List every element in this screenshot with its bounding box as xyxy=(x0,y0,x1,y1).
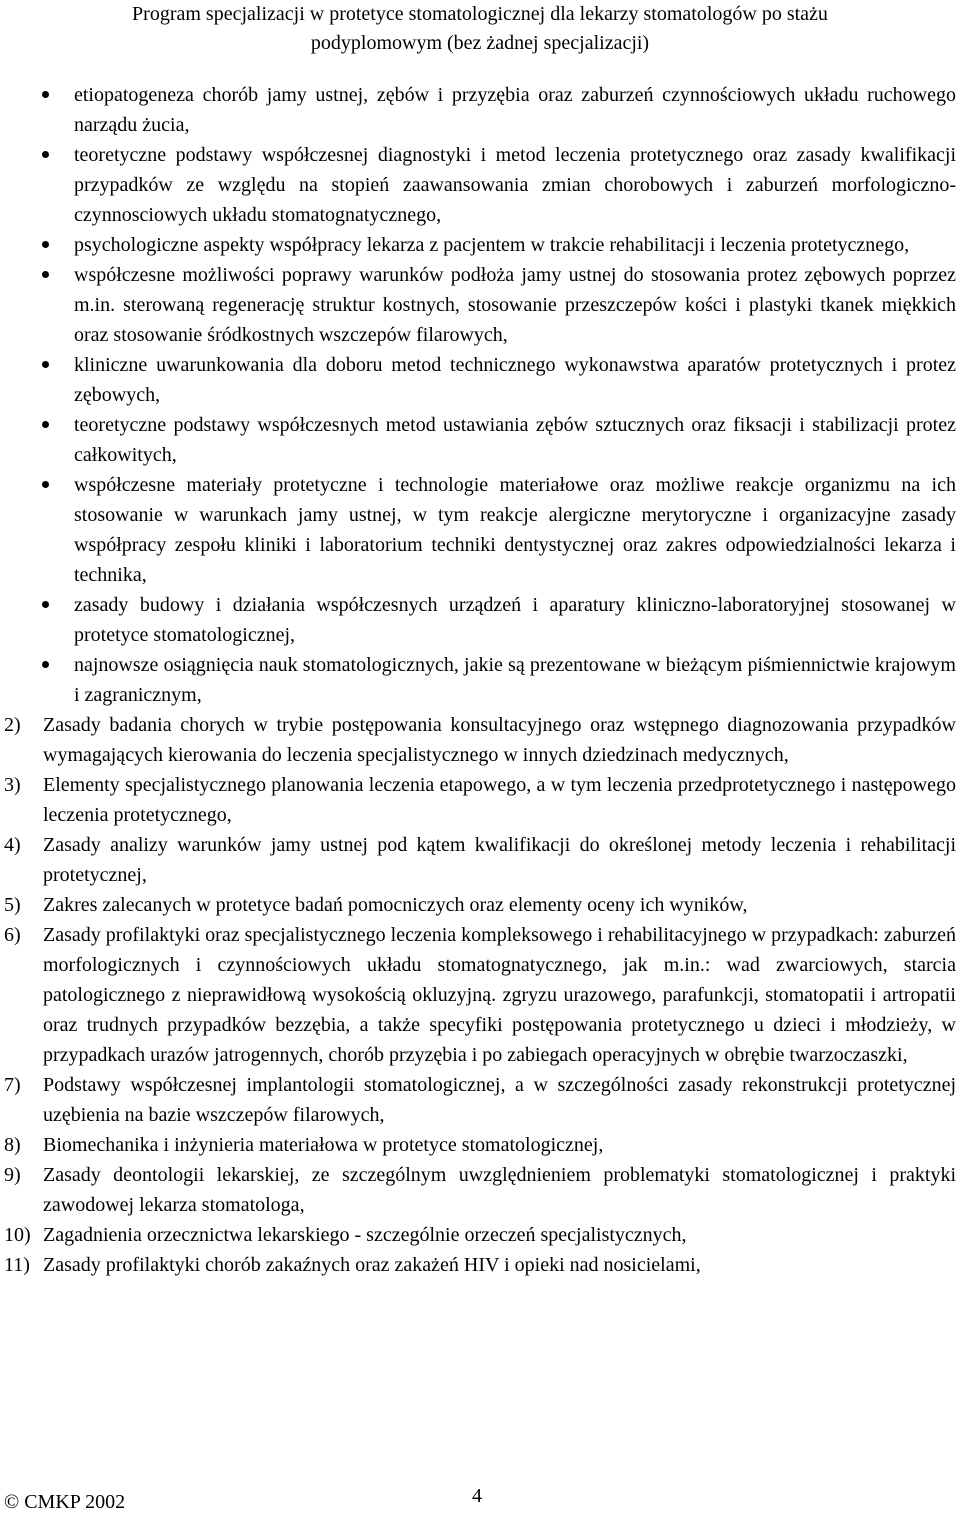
numbered-item xyxy=(0,1250,960,1280)
numbered-item xyxy=(0,830,960,890)
item-text: Podstawy współczesnej implantologii stomatologicznej, a w szczególności zasady rekonstrukcji protetycznej uzębienia na bazie wszczepów filarowych, xyxy=(43,1074,956,1126)
item-number: 11) xyxy=(4,1254,30,1276)
bullet-text: zasady budowy i działania współczesnych urządzeń i aparatury kliniczno-laboratoryjnej stosowanej w protetyce stomatologicznej, xyxy=(74,594,956,646)
item-text: Zakres zalecanych w protetyce badań pomocniczych oraz elementy oceny ich wyników, xyxy=(43,894,748,916)
copyright-notice: © CMKP 2002 xyxy=(4,1491,126,1513)
bullet-list xyxy=(0,80,960,710)
bullet-dot-icon xyxy=(42,481,49,488)
item-number: 2) xyxy=(4,714,21,736)
bullet-dot-icon xyxy=(42,421,49,428)
bullet-item xyxy=(0,650,960,710)
page-footer xyxy=(0,1485,960,1514)
item-number: 7) xyxy=(4,1074,21,1096)
item-text: Zasady deontologii lekarskiej, ze szczególnym uwzględnieniem problematyki stomatologicznej i praktyki zawodowej lekarza stomatologa, xyxy=(43,1164,956,1216)
bullet-item xyxy=(0,140,960,230)
item-text: Elementy specjalistycznego planowania leczenia etapowego, a w tym leczenia przedprotetycznego i następowego leczenia protetycznego, xyxy=(43,774,956,826)
bullet-text: współczesne możliwości poprawy warunków podłoża jamy ustnej do stosowania protez zębowych poprzez m.in. sterowaną regenerację struktur kostnych, stosowanie przeszczepów kości i plastyki tkanek miękkich oraz stosowanie śródkostnych wszczepów filarowych, xyxy=(74,264,956,346)
item-text: Biomechanika i inżynieria materiałowa w protetyce stomatologicznej, xyxy=(43,1134,604,1156)
bullet-item xyxy=(0,80,960,140)
item-number: 9) xyxy=(4,1164,21,1186)
bullet-dot-icon xyxy=(42,241,49,248)
bullet-item xyxy=(0,470,960,590)
bullet-text: teoretyczne podstawy współczesnych metod ustawiania zębów sztucznych oraz fiksacji i stabilizacji protez całkowitych, xyxy=(74,414,956,466)
numbered-item xyxy=(0,710,960,770)
bullet-text: teoretyczne podstawy współczesnej diagnostyki i metod leczenia protetycznego oraz zasady kwalifikacji przypadków ze względu na stopień zaawansowania zmian chorobowych i zaburzeń morfologiczno-czynnosciowych układu stomatognatycznego, xyxy=(74,144,956,226)
numbered-item xyxy=(0,920,960,1070)
item-number: 6) xyxy=(4,924,21,946)
item-text: Zasady profilaktyki oraz specjalistycznego leczenia kompleksowego i rehabilitacyjnego w przypadkach: zaburzeń morfologicznych i czynnościowych układu stomatognatycznego, jak m.in.: wad zwarciowych, starcia patologicznego z nieprawidłową wysokością okluzyjną. zgryzu urazowego, parafunkcji, stomatopatii i artropatii oraz trudnych przypadków bezzębia, a także specyfiki postępowania protetycznego u dzieci i młodzieży, w przypadkach urazów jatrogennych, chorób przyzębia i po zabiegach operacyjnych w obrębie twarzoczaszki, xyxy=(43,924,956,1066)
bullet-dot-icon xyxy=(42,661,49,668)
bullet-item xyxy=(0,350,960,410)
bullet-text: etiopatogeneza chorób jamy ustnej, zębów i przyzębia oraz zaburzeń czynnościowych układu ruchowego narządu żucia, xyxy=(74,84,956,136)
bullet-text: kliniczne uwarunkowania dla doboru metod technicznego wykonawstwa aparatów protetycznych i protez zębowych, xyxy=(74,354,956,406)
item-text: Zasady analizy warunków jamy ustnej pod kątem kwalifikacji do określonej metody leczenia i rehabilitacji protetycznej, xyxy=(43,834,956,886)
document-body xyxy=(0,80,960,1280)
item-number: 10) xyxy=(4,1224,31,1246)
bullet-dot-icon xyxy=(42,601,49,608)
numbered-item xyxy=(0,1220,960,1250)
bullet-text: współczesne materiały protetyczne i technologie materiałowe oraz możliwe reakcje organizmu na ich stosowanie w warunkach jamy ustnej, w tym reakcje alergiczne merytoryczne i organizacyjne zasady współpracy zespołu kliniki i laboratorium techniki dentystycznej oraz zakres odpowiedzialności lekarza i technika, xyxy=(74,474,956,586)
bullet-item xyxy=(0,260,960,350)
page-number: 4 xyxy=(472,1485,482,1507)
item-number: 5) xyxy=(4,894,21,916)
item-text: Zasady badania chorych w trybie postępowania konsultacyjnego oraz wstępnego diagnozowania przypadków wymagających kierowania do leczenia specjalistycznego w innych dziedzinach medycznych, xyxy=(43,714,956,766)
item-text: Zagadnienia orzecznictwa lekarskiego - szczególnie orzeczeń specjalistycznych, xyxy=(43,1224,687,1246)
bullet-item xyxy=(0,410,960,470)
bullet-dot-icon xyxy=(42,151,49,158)
bullet-item xyxy=(0,230,960,260)
page-header xyxy=(0,0,960,58)
item-text: Zasady profilaktyki chorób zakaźnych oraz zakażeń HIV i opieki nad nosicielami, xyxy=(43,1254,701,1276)
numbered-item xyxy=(0,1070,960,1130)
bullet-text: najnowsze osiągnięcia nauk stomatologicznych, jakie są prezentowane w bieżącym piśmiennictwie krajowym i zagranicznym, xyxy=(74,654,956,706)
numbered-item xyxy=(0,890,960,920)
bullet-item xyxy=(0,590,960,650)
header-line-1: Program specjalizacji w protetyce stomatologicznej dla lekarzy stomatologów po stażu xyxy=(132,3,828,25)
item-number: 8) xyxy=(4,1134,21,1156)
numbered-list xyxy=(0,710,960,1280)
numbered-item xyxy=(0,1130,960,1160)
item-number: 3) xyxy=(4,774,21,796)
numbered-item xyxy=(0,1160,960,1220)
item-number: 4) xyxy=(4,834,21,856)
header-line-2: podyplomowym (bez żadnej specjalizacji) xyxy=(310,32,650,54)
bullet-text: psychologiczne aspekty współpracy lekarza z pacjentem w trakcie rehabilitacji i leczenia protetycznego, xyxy=(74,234,910,256)
bullet-dot-icon xyxy=(42,91,49,98)
bullet-dot-icon xyxy=(42,361,49,368)
numbered-item xyxy=(0,770,960,830)
bullet-dot-icon xyxy=(42,271,49,278)
